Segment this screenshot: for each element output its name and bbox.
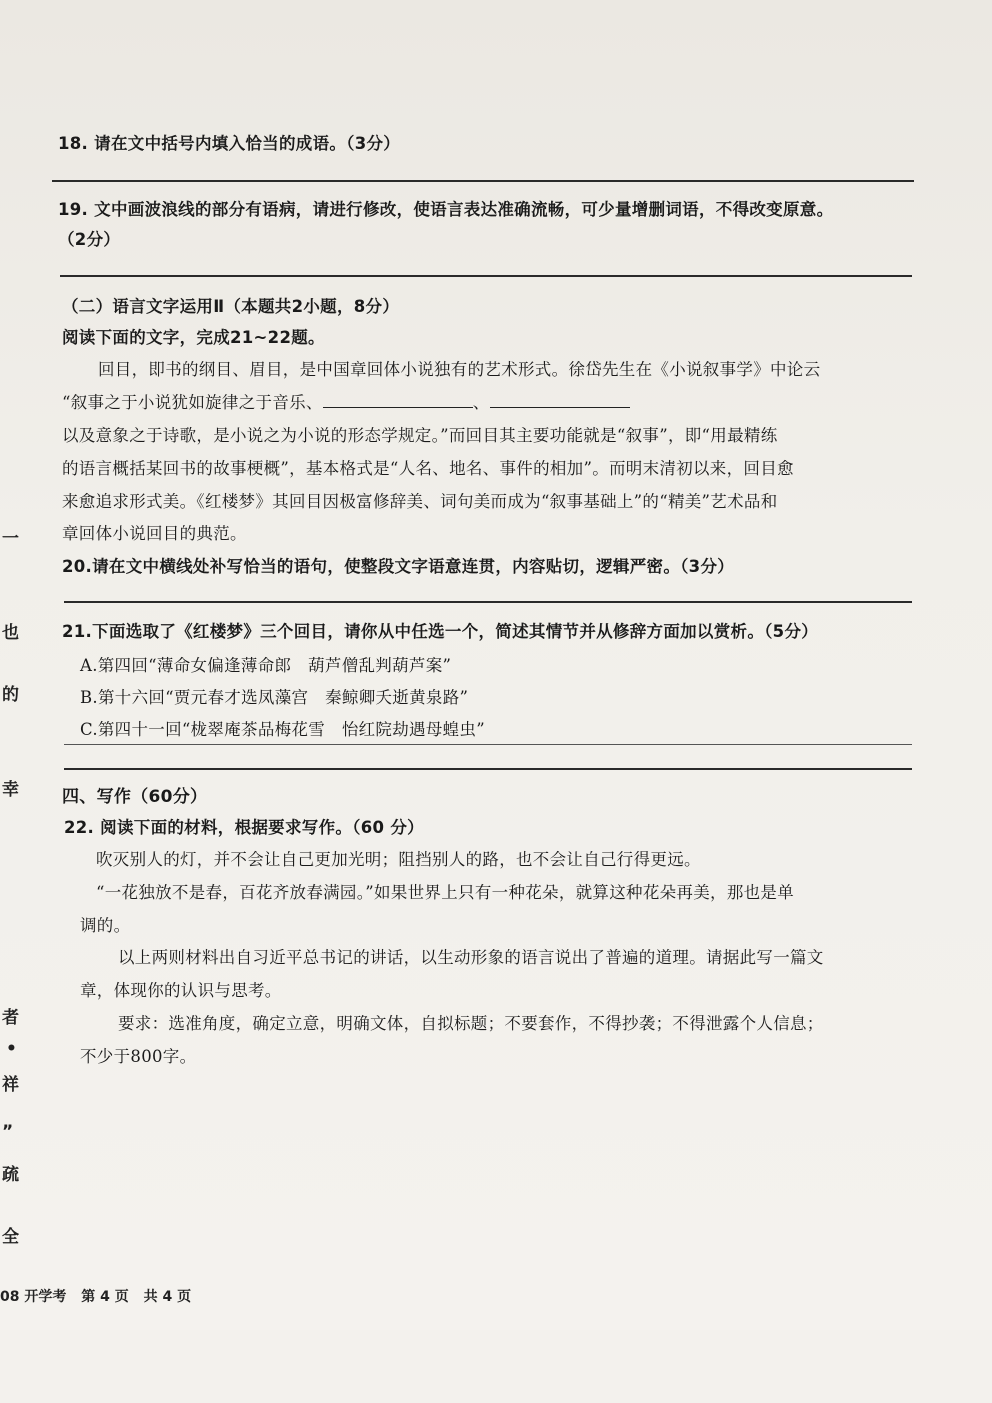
prompt-line-2: 章，体现你的认识与思考。 bbox=[80, 981, 282, 1000]
passage-line-1: 回目，即书的纲目、眉目，是中国章回体小说独有的艺术形式。徐岱先生在《小说叙事学》中论云 bbox=[98, 360, 821, 379]
writing-heading: 四、写作（60分） bbox=[62, 787, 208, 807]
margin-char: 者 bbox=[2, 1008, 19, 1028]
answer-line-20[interactable] bbox=[64, 601, 912, 603]
question-19-points: （2分） bbox=[58, 230, 121, 249]
section-2-heading: （二）语言文字运用Ⅱ（本题共2小题，8分） bbox=[62, 297, 400, 316]
question-20: 20.请在文中横线处补写恰当的语句，使整段文字语意连贯，内容贴切，逻辑严密。（3分） bbox=[62, 557, 735, 576]
answer-line-18[interactable] bbox=[52, 180, 914, 182]
question-19: 19. 文中画波浪线的部分有语病，请进行修改，使语言表达准确流畅，可少量增删词语，不得改变原意。 bbox=[58, 200, 834, 219]
margin-char: 疏 bbox=[2, 1165, 19, 1185]
answer-line-21a[interactable] bbox=[64, 744, 912, 745]
margin-char: 也 bbox=[2, 623, 19, 643]
passage-line-3: 以及意象之于诗歌，是小说之为小说的形态学规定。”而回目其主要功能就是“叙事”，即“用最精练 bbox=[62, 426, 778, 445]
question-18: 18. 请在文中括号内填入恰当的成语。（3分） bbox=[58, 134, 401, 153]
question-22: 22. 阅读下面的材料，根据要求写作。（60 分） bbox=[64, 818, 424, 837]
answer-line-21b[interactable] bbox=[64, 768, 912, 770]
margin-char: 一 bbox=[2, 529, 19, 549]
footer-exam: 08 开学考 bbox=[0, 1289, 67, 1305]
footer-total: 共 4 页 bbox=[143, 1289, 192, 1305]
material-2-line-1: “一花独放不是春，百花齐放春满园。”如果世界上只有一种花朵，就算这种花朵再美，那也是单 bbox=[96, 883, 795, 902]
margin-char: 祥 bbox=[2, 1075, 19, 1095]
passage-line-5: 来愈追求形式美。《红楼梦》其回目因极富修辞美、词句美而成为“叙事基础上”的“精美”艺术品和 bbox=[62, 492, 778, 511]
margin-char: 的 bbox=[2, 685, 19, 705]
margin-char: 全 bbox=[2, 1227, 19, 1247]
passage-line-4: 的语言概括某回书的故事梗概”，基本格式是“人名、地名、事件的相加”。而明末清初以来，回目愈 bbox=[62, 459, 794, 478]
margin-char: 幸 bbox=[2, 780, 19, 800]
option-b: B.第十六回“贾元春才选凤藻宫 秦鲸卿夭逝黄泉路” bbox=[80, 688, 469, 707]
option-c: C.第四十一回“栊翠庵茶品梅花雪 怡红院劫遇母蝗虫” bbox=[80, 720, 485, 739]
passage-line-2 bbox=[62, 389, 630, 413]
passage-line-2-text: “叙事之于小说犹如旋律之于音乐、 bbox=[62, 393, 323, 412]
page-footer bbox=[0, 1286, 201, 1306]
fill-blank-1[interactable] bbox=[323, 393, 473, 408]
passage-line-6: 章回体小说回目的典范。 bbox=[62, 524, 247, 543]
material-1: 吹灭别人的灯，并不会让自己更加光明；阻挡别人的路，也不会让自己行得更远。 bbox=[96, 850, 701, 869]
footer-page: 第 4 页 bbox=[81, 1289, 129, 1305]
material-2-line-2: 调的。 bbox=[80, 916, 131, 935]
margin-char: • bbox=[6, 1039, 17, 1059]
section-2-instruction: 阅读下面的文字，完成21~22题。 bbox=[62, 328, 325, 347]
requirements-line-1: 要求：选准角度，确定立意，明确文体，自拟标题；不要套作，不得抄袭；不得泄露个人信息； bbox=[118, 1014, 824, 1033]
answer-line-19[interactable] bbox=[60, 275, 912, 277]
blank-separator: 、 bbox=[472, 393, 490, 412]
prompt-line-1: 以上两则材料出自习近平总书记的讲话，以生动形象的语言说出了普遍的道理。请据此写一篇文 bbox=[118, 948, 824, 967]
fill-blank-2[interactable] bbox=[490, 393, 630, 408]
margin-char: ” bbox=[2, 1122, 14, 1142]
question-21: 21.下面选取了《红楼梦》三个回目，请你从中任选一个，简述其情节并从修辞方面加以赏析。（5分） bbox=[62, 622, 819, 641]
requirements-line-2: 不少于800字。 bbox=[80, 1047, 197, 1066]
option-a: A.第四回“薄命女偏逢薄命郎 葫芦僧乱判葫芦案” bbox=[80, 656, 452, 675]
